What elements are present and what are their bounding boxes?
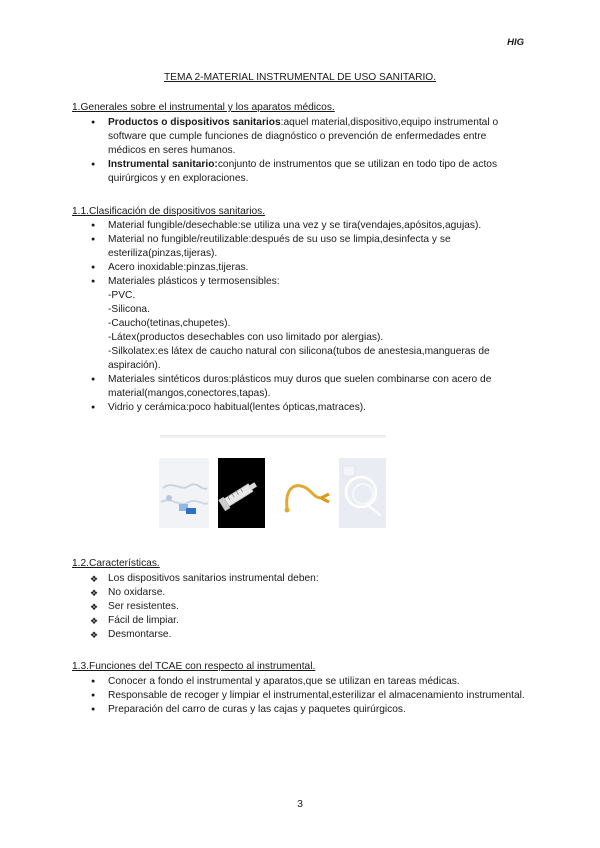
list-item: ❖ Ser resistentes. [91,600,527,614]
page-title: TEMA 2-MATERIAL INSTRUMENTAL DE USO SANITARIO. [163,72,437,83]
plastic-item: -Caucho(tetinas,chupetes). [108,318,231,329]
section-heading-generales: 1.Generales sobre el instrumental y los aparatos médicos. [72,102,335,113]
list-item: ● Material fungible/desechable:se utiliza una vez y se tira(vendajes,apósitos,agujas). [91,219,527,233]
term-bold: Instrumental sanitario: [108,159,218,170]
section1-list [91,116,527,186]
list-item: ● Preparación del carro de curas y las cajas y paquetes quirúrgicos. [91,703,527,717]
term-bold: Productos o dispositivos sanitarios [108,117,281,128]
list-item: ● Conocer a fondo el instrumental y aparatos,que se utilizan en tareas médicas. [91,675,527,689]
list-item: ❖ Fácil de limpiar. [91,614,527,628]
section2-list [91,219,527,415]
term-definition: conjunto de instrumentos que se utilizan en todo tipo de actos quirúrgicos y en exploraciones. [108,159,498,184]
list-item: ● Materiales sintéticos duros:plásticos muy duros que suelen combinarse con acero de material(mangos,conectores,tapas). [91,373,527,401]
catheter-icon [277,458,333,528]
plastic-item: -Látex(productos desechables con uso limitado por alergias). [108,332,384,343]
plastic-item: -Silkolatex:es látex de caucho natural con silicona(tubos de anestesia,mangueras de aspiración). [108,346,490,371]
section-heading-funciones: 1.3.Funciones del TCAE con respecto al instrumental. [72,661,316,672]
list-item [91,275,527,373]
plastic-item: -Silicona. [108,304,150,315]
list-item: ● Responsable de recoger y limpiar el instrumental,esterilizar el almacenamiento instrumental. [91,689,527,703]
list-item: ❖ Los dispositivos sanitarios instrumental deben: [91,572,527,586]
section4-list [91,675,527,717]
page-number: 3 [297,798,303,810]
syringe-icon [218,458,265,528]
term-definition: :aquel material,dispositivo,equipo instrumental o software que cumple funciones de diagnóstico o prevención de enfermedades entre médicos en seres humanos. [108,117,499,156]
section3-list [91,572,527,642]
header-tag: HIG [507,37,524,48]
plastic-item: -PVC. [108,290,136,301]
silicone-tube-icon [339,458,386,528]
iv-tubing-icon [159,458,209,528]
image-divider [160,435,386,438]
list-item: ● Material no fungible/reutilizable:después de su uso se limpia,desinfecta y se esteriliza(pinzas,tijeras). [91,233,527,261]
section-heading-caracteristicas: 1.2.Características. [72,558,160,569]
list-item: ❖ No oxidarse. [91,586,527,600]
section-heading-clasificacion: 1.1.Clasificación de dispositivos sanitarios. [72,206,266,217]
list-item-text: ● Materiales plásticos y termosensibles: [108,276,280,287]
list-item [91,116,527,158]
list-item: ❖ Desmontarse. [91,628,527,642]
list-item [91,158,527,186]
list-item: ● Vidrio y cerámica:poco habitual(lentes ópticas,matraces). [91,401,527,415]
list-item: ● Acero inoxidable:pinzas,tijeras. [91,261,527,275]
